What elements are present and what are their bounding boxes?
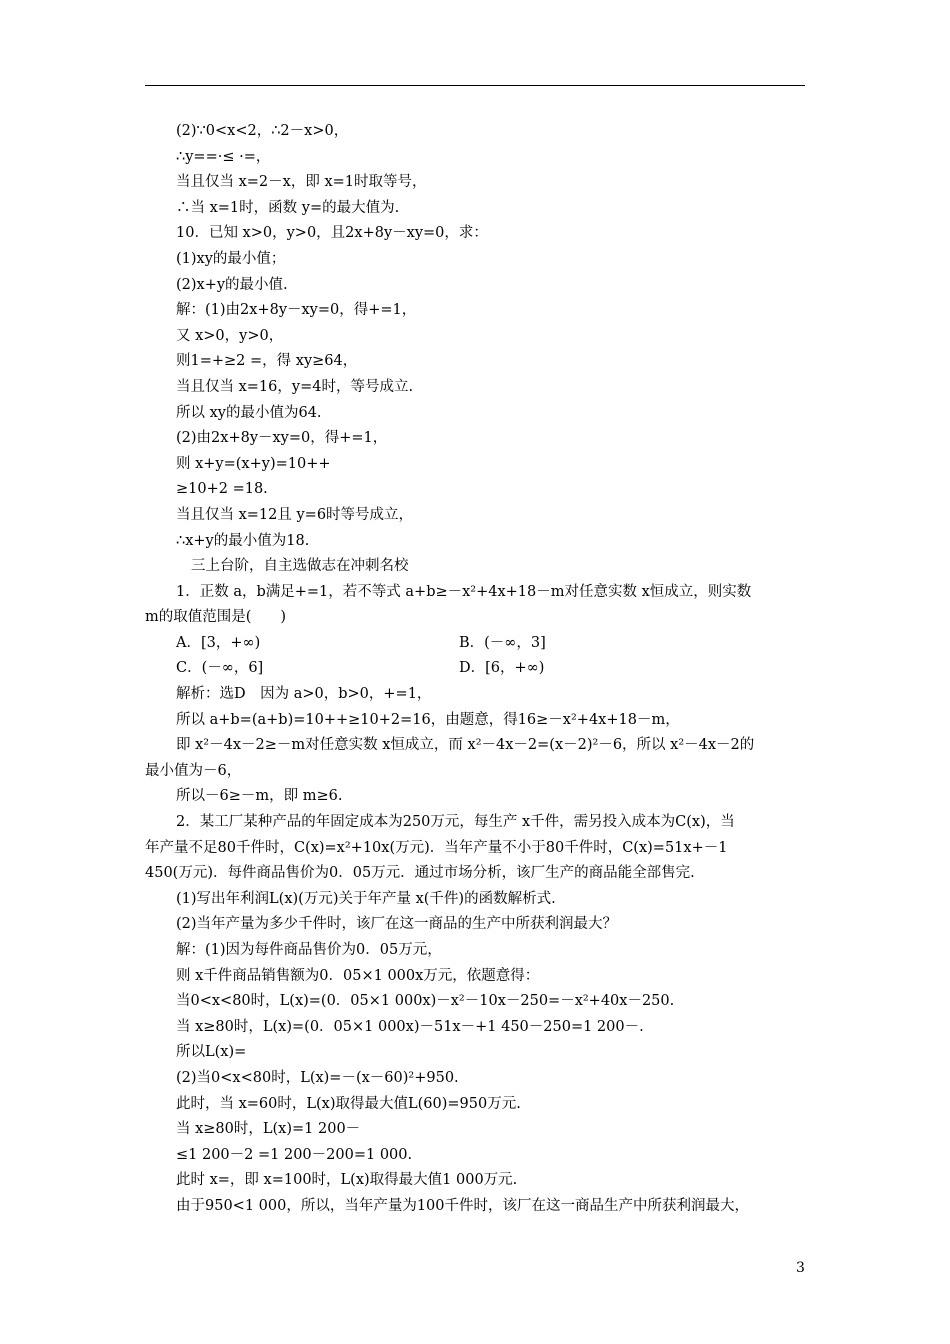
text-line: (1)写出年利润L(x)(万元)关于年产量 x(千件)的函数解析式.	[176, 890, 556, 907]
text-line: 此时 x=，即 x=100时，L(x)取得最大值1 000万元.	[176, 1172, 518, 1189]
text-line: 当且仅当 x=12且 y=6时等号成立，	[176, 506, 414, 523]
text-line: 所以 xy的最小值为64.	[176, 404, 322, 421]
text-line: ∴y==·≤ ·=，	[176, 148, 271, 165]
problem-2-text: 年产量不足80千件时，C(x)=x²+10x(万元)．当年产量不小于80千件时，C(x)=51x+－1	[145, 839, 728, 856]
text-line: 所以－6≥－m，即 m≥6.	[176, 788, 343, 805]
text-line: ≥10+2 =18.	[176, 481, 268, 498]
text-line: (2)∵0<x<2，∴2－x>0，	[176, 123, 349, 139]
problem-2-text: 2．某工厂某种产品的年固定成本为250万元，每生产 x千件，需另投入成本为C(x)，当	[176, 814, 735, 831]
text-line: 当 x≥80时，L(x)=(0．05×1 000x)－51x－+1 450－250=1 200－.	[176, 1018, 644, 1035]
text-line: 则 x千件商品销售额为0．05×1 000x万元，依题意得：	[176, 967, 540, 984]
problem-2-text: 450(万元)．每件商品售价为0．05万元．通过市场分析，该厂生产的商品能全部售完.	[145, 865, 695, 882]
text-line: (2)当年产量为多少千件时，该厂在这一商品的生产中所获利润最大？	[176, 916, 618, 933]
option-a: A．[3，+∞)	[176, 634, 261, 651]
text-line: ≤1 200－2 =1 200－200=1 000.	[176, 1146, 413, 1163]
text-line: 解：(1)由2x+8y－xy=0，得+=1，	[176, 302, 417, 319]
text-line: 所以L(x)=	[176, 1044, 247, 1061]
problem-1-text: m的取值范围是( )	[145, 609, 287, 626]
text-line: (1)xy的最小值；	[176, 250, 286, 267]
text-line: 则 x+y=(x+y)=10++	[176, 455, 331, 472]
text-line: 由于950<1 000，所以，当年产量为100千件时，该厂在这一商品生产中所获利润最大，	[176, 1197, 750, 1214]
page-number: 3	[796, 1260, 805, 1276]
text-line: 即 x²－4x－2≥－m对任意实数 x恒成立，而 x²－4x－2=(x－2)²－6，所以 x²－4x－2的	[176, 737, 755, 754]
text-line: ∴x+y的最小值为18.	[176, 532, 310, 549]
section-heading: 三上台阶，自主选做志在冲刺名校	[191, 558, 409, 575]
option-row	[145, 631, 810, 657]
option-b: B．(－∞，3]	[459, 634, 546, 651]
text-line: 当 x≥80时，L(x)=1 200－	[176, 1121, 361, 1138]
text-line: 所以 a+b=(a+b)=10++≥10+2=16，由题意，得16≥－x²+4x+18－m，	[176, 711, 680, 728]
text-line: 则1=+≥2 =，得 xy≥64，	[176, 353, 358, 370]
text-line: 当且仅当 x=16，y=4时，等号成立.	[176, 378, 414, 395]
header-rule	[145, 85, 805, 86]
text-line: (2)当0<x<80时，L(x)=－(x－60)²+950.	[176, 1069, 459, 1086]
text-line: 解：(1)因为每件商品售价为0．05万元，	[176, 942, 442, 958]
text-line: 当0<x<80时，L(x)=(0．05×1 000x)－x²－10x－250=－x²+40x－250.	[176, 993, 675, 1010]
option-d: D．[6，+∞)	[459, 660, 545, 677]
problem-10-heading: 10．已知 x>0，y>0，且2x+8y－xy=0，求：	[176, 225, 488, 242]
text-line: 又 x>0，y>0，	[176, 327, 284, 344]
problem-1-text: 1．正数 a，b满足+=1，若不等式 a+b≥－x²+4x+18－m对任意实数 x恒成立，则实数	[176, 583, 752, 600]
option-row	[145, 656, 810, 682]
text-line: 解析：选D 因为 a>0，b>0，+=1，	[176, 686, 432, 703]
text-line: (2)由2x+8y－xy=0，得+=1，	[176, 430, 388, 447]
text-line: 最小值为－6，	[145, 762, 242, 779]
text-line: ∴当 x=1时，函数 y=的最大值为.	[176, 199, 400, 216]
text-line: (2)x+y的最小值.	[176, 276, 288, 293]
option-c: C．(－∞，6]	[176, 660, 264, 677]
text-line: 此时，当 x=60时，L(x)取得最大值L(60)=950万元.	[176, 1095, 521, 1112]
document-body	[145, 119, 810, 1220]
text-line: 当且仅当 x=2－x，即 x=1时取等号，	[176, 174, 427, 191]
